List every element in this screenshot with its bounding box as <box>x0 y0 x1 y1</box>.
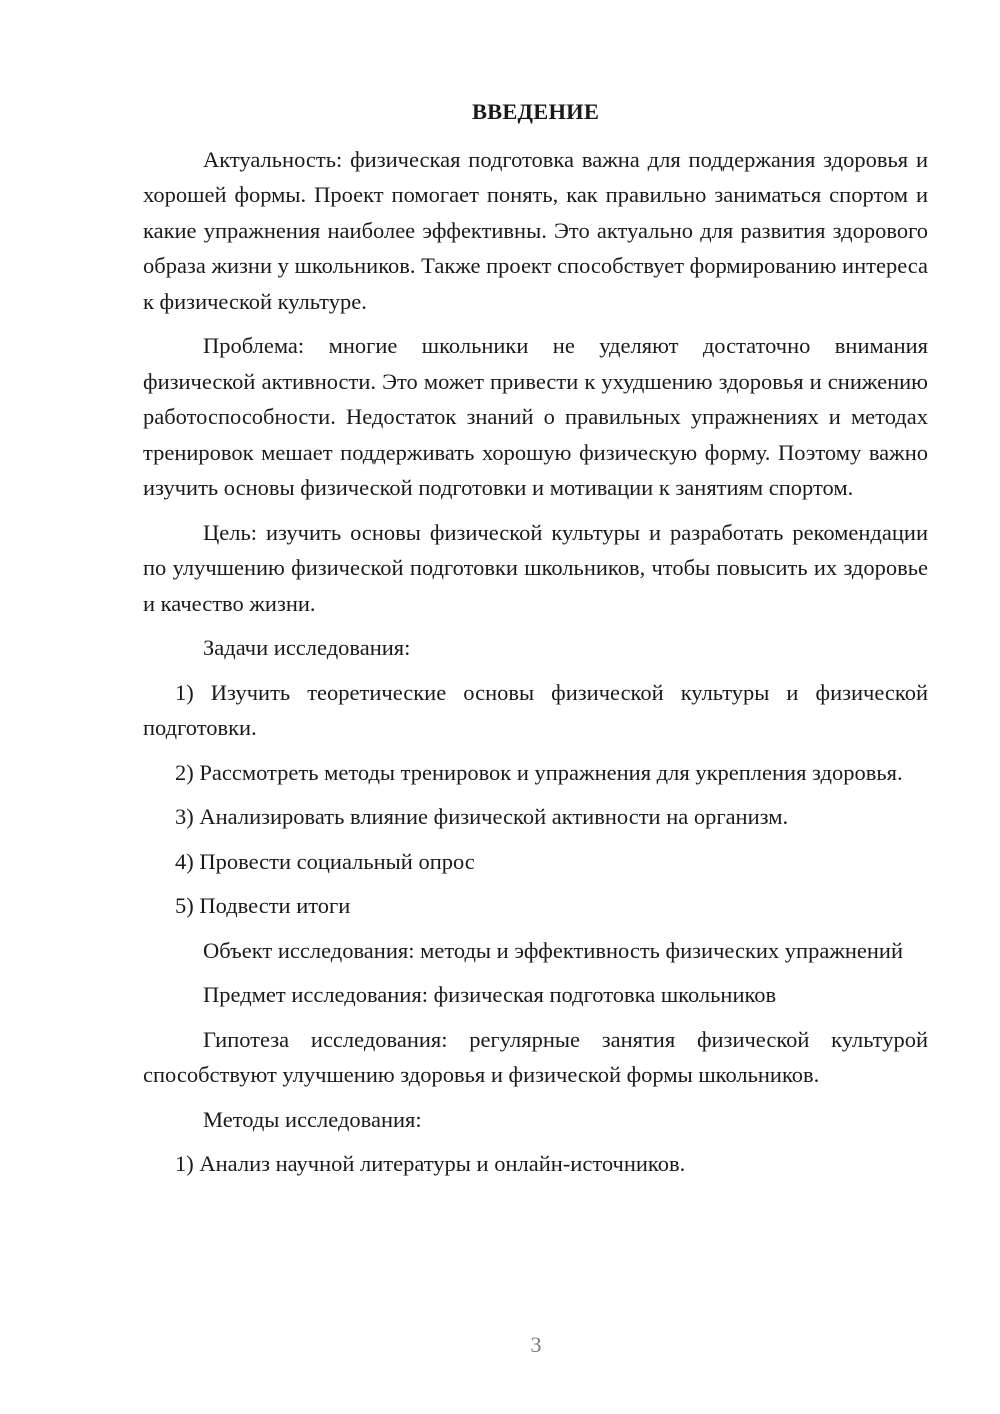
task-item: 4) Провести социальный опрос <box>175 848 475 874</box>
tasks-label: Задачи исследования: <box>203 635 411 660</box>
goal-paragraph: Цель: изучить основы физической культуры и разработать рекомендации по улучшению физической подготовки школьников, чтобы повысить их здоровье и качество жизни. <box>143 519 928 616</box>
page-content <box>143 94 928 1191</box>
task-item: 1) Изучить теоретические основы физической культуры и физической подготовки. <box>143 679 928 740</box>
relevance-paragraph: Актуальность: физическая подготовка важна для поддержания здоровья и хорошей формы. Проект помогает понять, как правильно заниматься спортом и какие упражнения наиболее эффективны. Это актуально для развития здорового образа жизни у школьников. Также проект способствует формированию интереса к физической культуре. <box>143 146 928 314</box>
hypothesis-paragraph: Гипотеза исследования: регулярные занятия физической культурой способствуют улучшению здоровья и физической формы школьников. <box>143 1026 928 1087</box>
method-item: 1) Анализ научной литературы и онлайн-источников. <box>175 1151 686 1176</box>
methods-label: Методы исследования: <box>203 1106 422 1132</box>
subject-paragraph: Предмет исследования: физическая подготовка школьников <box>203 982 777 1007</box>
task-item: 5) Подвести итоги <box>175 893 351 918</box>
page-number: 3 <box>530 1332 542 1357</box>
page-heading: ВВЕДЕНИЕ <box>471 99 600 124</box>
task-item: 2) Рассмотреть методы тренировок и упражнения для укрепления здоровья. <box>175 759 903 785</box>
problem-paragraph: Проблема: многие школьники не уделяют достаточно внимания физической активности. Это может привести к ухудшению здоровья и снижению работоспособности. Недостаток знаний о правильных упражнениях и методах тренировок мешает поддерживать хорошую физическую форму. Поэтому важно изучить основы физической подготовки и мотивации к занятиям спортом. <box>143 333 928 500</box>
object-paragraph: Объект исследования: методы и эффективность физических упражнений <box>203 937 904 963</box>
task-item: 3) Анализировать влияние физической активности на организм. <box>175 804 789 829</box>
